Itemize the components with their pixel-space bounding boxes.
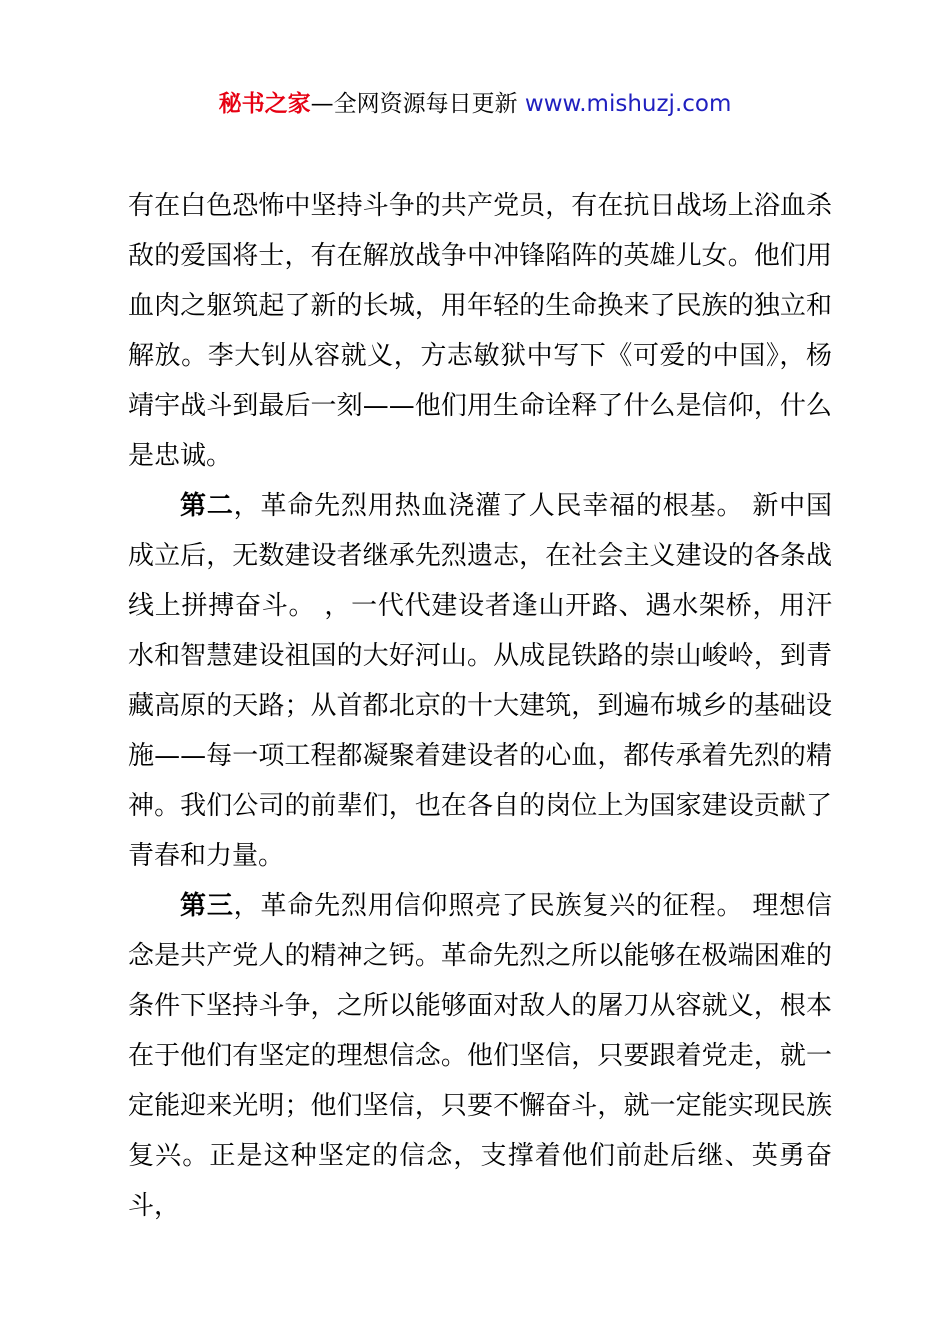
paragraph-2-text: ，革命先烈用热血浇灌了人民幸福的根基。 新中国成立后，无数建设者继承先烈遗志，在社会主义建设的各条战线上拼搏奋斗。 ，一代代建设者逢山开路、遇水架桥，用汗水和智慧建设祖国的大好河山。从成昆铁路的崇山峻岭，到青藏高原的天路；从首都北京的十大建筑，到遍布城乡的基础设施——每一项工程都凝聚着建设者的心血，都传承着先烈的精神。我们公司的前辈们，也在各自的岗位上为国家建设贡献了青春和力量。 — [128, 491, 832, 871]
paragraph-3 — [128, 881, 832, 1231]
paragraph-1-text: 有在白色恐怖中坚持斗争的共产党员，有在抗日战场上浴血杀敌的爱国将士，有在解放战争中冲锋陷阵的英雄儿女。他们用血肉之躯筑起了新的长城，用年轻的生命换来了民族的独立和解放。李大钊从容就义，方志敏狱中写下《可爱的中国》，杨靖宇战斗到最后一刻——他们用生命诠释了什么是信仰，什么是忠诚。 — [128, 191, 832, 471]
site-tagline: —全网资源每日更新 — [310, 91, 525, 117]
paragraph-2 — [128, 481, 832, 881]
page-header — [0, 88, 950, 120]
paragraph-3-lead: 第三 — [180, 891, 234, 921]
paragraph-2-lead: 第二 — [180, 491, 234, 521]
paragraph-1 — [128, 181, 832, 481]
site-brand: 秘书之家 — [218, 91, 311, 117]
site-url-link[interactable]: www.mishuzj.com — [524, 91, 732, 117]
document-body — [128, 181, 832, 1231]
paragraph-3-text: ，革命先烈用信仰照亮了民族复兴的征程。 理想信念是共产党人的精神之钙。革命先烈之所以能够在极端困难的条件下坚持斗争，之所以能够面对敌人的屠刀从容就义，根本在于他们有坚定的理想信念。他们坚信，只要跟着党走，就一定能迎来光明；他们坚信，只要不懈奋斗，就一定能实现民族复兴。正是这种坚定的信念，支撑着他们前赴后继、英勇奋斗， — [128, 891, 832, 1221]
